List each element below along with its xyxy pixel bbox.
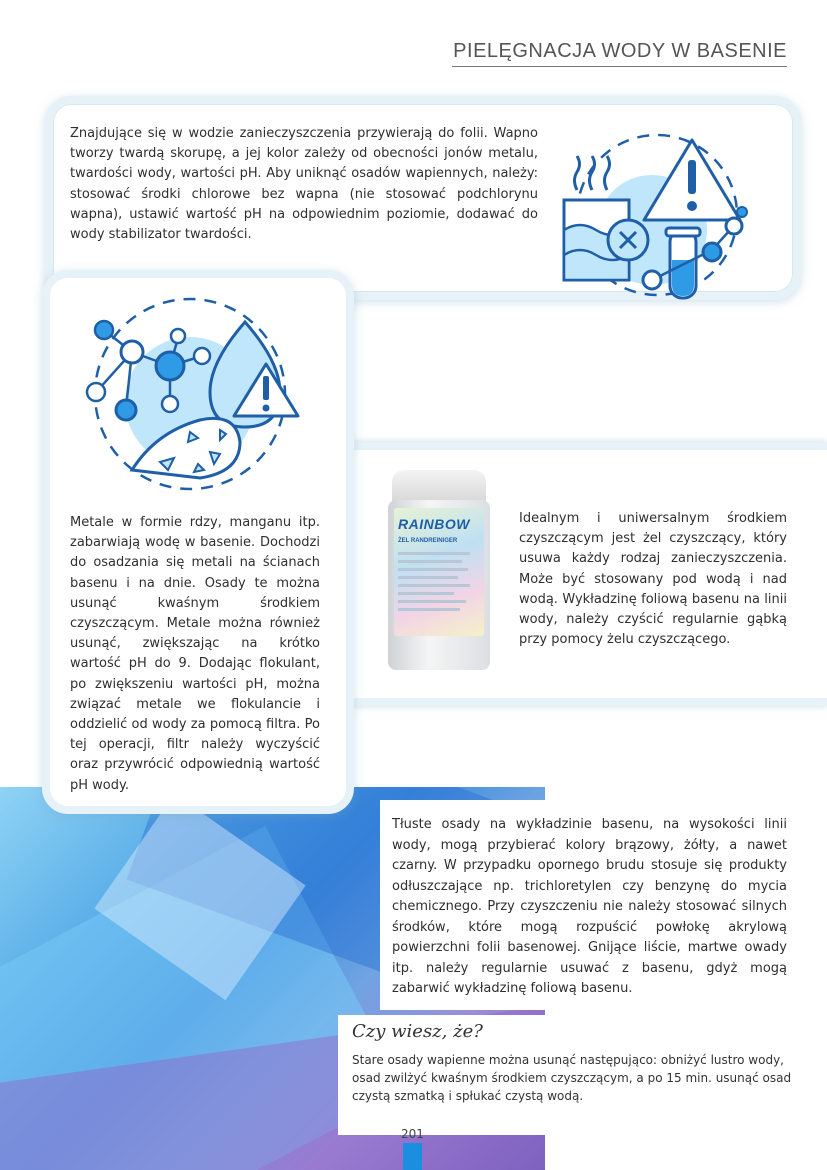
section-metals-text: Metale w formie rdzy, manganu itp. zabarwiają wodę w basenie. Dochodzi do osadzania się metali na ścianach basenu i na dnie. Osady te można usunąć kwaśnym środkiem czyszczącym. Metale można również usunąć, zwiększając na krótko wartość pH do 9. Dodając flokulant, po zwiększeniu wartości pH, można związać metale we flokulancie i oddzielić od wody za pomocą filtra. Po tej operacji, filtr należy wyczyścić oraz przywrócić odpowiednią wartość pH wody. <box>70 515 320 793</box>
section-grease-text: Tłuste osady na wykładzinie basenu, na wysokości linii wody, mogą przybierać kolory brązowy, żółty, a nawet czarny. W przypadku opornego brudu stosuje się produkty odłuszczające np. trichloretylen czy benzynę do mycia chemicznego. Przy czyszczeniu nie należy stosować silnych środków, które mogą rozpuścić powłokę akrylową powierzchni folii basenowej. Gnijące liście, martwe owady itp. należy regularnie usuwać z basenu, gdyż mogą zabarwić wykładzinę foliową basenu. <box>392 817 787 996</box>
water-warning-icon <box>552 120 752 300</box>
did-you-know-box <box>338 1015 827 1135</box>
did-you-know-text: Stare osady wapienne można usunąć następująco: obniżyć lustro wody, osad zwilżyć kwaśnym środkiem czyszczącym, a po 15 min. usunąć osad czystą szmatką i spłukać czystą wodą. <box>352 1053 792 1103</box>
page-number-accent-bar <box>403 1143 422 1170</box>
product-jar-image <box>388 470 490 670</box>
product-brand-label: RAINBOW <box>398 516 470 532</box>
page-number: 201 <box>401 1127 424 1141</box>
product-name-label: ŻEL RANDREINIGER <box>398 538 458 544</box>
page-header-title: PIELĘGNACJA WODY W BASENIE <box>452 40 787 67</box>
section-gel-text: Idealnym i uniwersalnym środkiem czyszczącym jest żel czyszczący, który usuwa każdy rodzaj zanieczyszczenia. Może być stosowany pod wodą i nad wodą. Wykładzinę foliową basenu na linii wody, należy czyścić regularnie gąbką przy pomocy żelu czyszczącego. <box>519 511 787 648</box>
metal-molecule-warning-icon <box>70 292 310 492</box>
did-you-know-title: Czy wiesz, że? <box>352 1021 483 1042</box>
section-calcium-text: Znajdujące się w wodzie zanieczyszczenia przywierają do folii. Wapno tworzy twardą skorupę, a jej kolor zależy od obecności jonów metalu, twardości wody, wartości pH. Aby uniknąć osadów wapiennych, należy: stosować środki chlorowe bez wapna (nie stosować podchlorynu wapna), ustawić wartość pH na odpowiednim poziomie, dodawać do wody stabilizator twardości. <box>70 126 538 243</box>
